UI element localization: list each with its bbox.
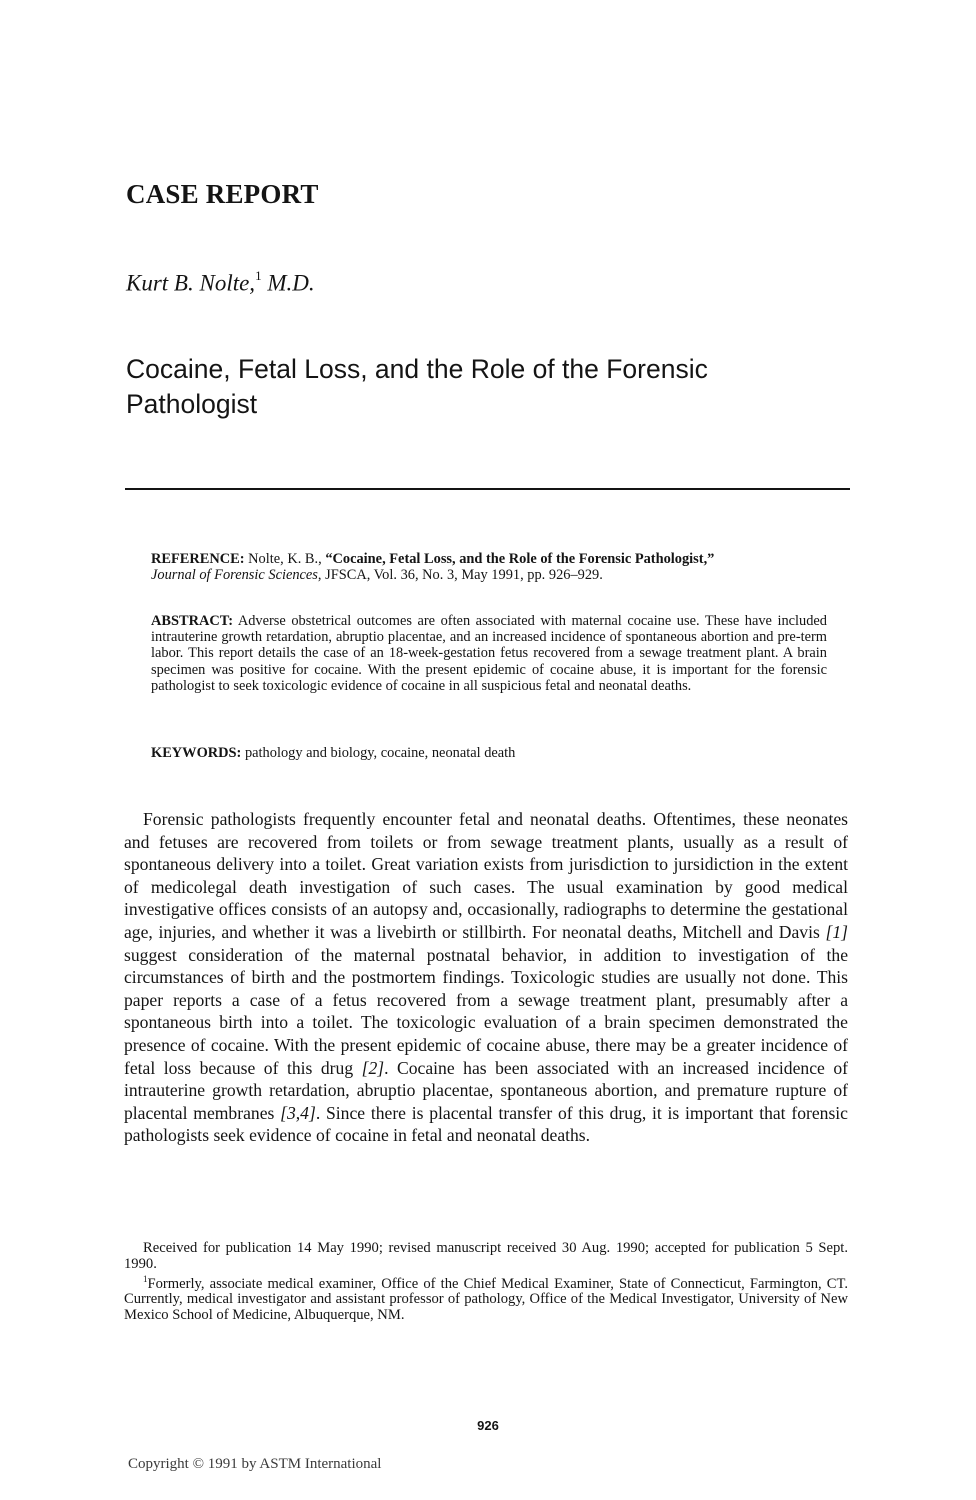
body-text-part: suggest consideration of the maternal postnatal behavior, in addition to investigation of the circumstances of birth and the postmortem findings. Toxicologic studies are usually not done. This paper reports a case of a fetus recovered from a sewage treatment plant, presumably after a spontaneous birth into a toilet. The toxicologic evaluation of a brain specimen demonstrated the presence of cocaine. With the present epidemic of cocaine abuse, there may be a greater incidence of fetal loss because of this drug [124, 944, 848, 1078]
keywords-text: pathology and biology, cocaine, neonatal death [244, 745, 516, 761]
title-divider [125, 488, 850, 490]
copyright-notice: Copyright © 1991 by ASTM International [128, 1456, 382, 1472]
body-text-part: Forensic pathologists frequently encounter fetal and neonatal deaths. Oftentimes, these neonates and fetuses are recovered from toilets or from sewage treatment plants, usually as a result of spontaneous delivery into a toilet. Great variation exists from jurisdiction to jursidiction in the extent of medicolegal death investigation of such cases. The usual examination by good medical investigative offices consists of an autopsy and, occasionally, radiographs to determine the gestational age, injuries, and whether it was a livebirth or stillbirth. For neonatal deaths, Mitchell and Davis [124, 809, 848, 942]
author-name: Kurt B. Nolte, [126, 270, 256, 296]
footnote-affiliation [124, 1272, 848, 1324]
page-number: 926 [477, 1418, 499, 1433]
author-degree: M.D. [267, 270, 315, 296]
reference-journal: Journal of Forensic Sciences [151, 567, 318, 584]
keywords-block [151, 745, 827, 761]
citation-ref: [3,4] [280, 1102, 316, 1123]
footnote-received: Received for publication 14 May 1990; revised manuscript received 30 Aug. 1990; accepted for publication 5 Sept. 1990. [124, 1240, 848, 1272]
abstract-label: ABSTRACT: [151, 613, 234, 629]
abstract-block [151, 613, 827, 694]
body-paragraph [124, 808, 848, 1147]
citation-ref: [2] [361, 1057, 385, 1078]
reference-block [151, 551, 827, 583]
reference-authors: Nolte, K. B., [248, 551, 326, 567]
author-byline [126, 270, 315, 297]
body-text-part: . Since there is placental transfer of this drug, it is important that forensic pathologists seek evidence of cocaine in fetal and neonatal deaths. [124, 1102, 848, 1146]
footnote-mark: 1 [143, 1274, 148, 1284]
article-title: Cocaine, Fetal Loss, and the Role of the Forensic Pathologist [126, 354, 708, 419]
reference-article-title: “Cocaine, Fetal Loss, and the Role of the Forensic Pathologist,” [325, 551, 715, 567]
keywords-label: KEYWORDS: [151, 745, 242, 761]
author-footnote-mark: 1 [255, 268, 262, 283]
footnote-affiliation-text: Formerly, associate medical examiner, Office of the Chief Medical Examiner, State of Connecticut, Farmington, CT. Currently, medical investigator and assistant professor of pathology, Office of the Medical Investigator, University of New Mexico School of Medicine, Albuquerque, NM. [124, 1275, 848, 1324]
reference-label: REFERENCE: [151, 551, 245, 567]
reference-details: , JFSCA, Vol. 36, No. 3, May 1991, pp. 926–929. [317, 567, 603, 584]
abstract-text: Adverse obstetrical outcomes are often associated with maternal cocaine use. These have included intrauterine growth retardation, abruptio placentae, and an increased incidence of spontaneous abortion and pre-term labor. This report details the case of an 18-week-gestation fetus recovered from a sewage treatment plant. A brain specimen was positive for cocaine. With the present epidemic of cocaine abuse, it is important for the forensic pathologist to seek toxicologic evidence of cocaine in all suspicious fetal and neonatal deaths. [151, 613, 827, 694]
section-label: CASE REPORT [126, 179, 319, 209]
body-text-part: . Cocaine has been associated with an increased incidence of intrauterine growth retardation, abruptio placentae, spontaneous abortion, and premature rupture of placental membranes [124, 1057, 848, 1123]
citation-ref: [1] [825, 921, 848, 942]
